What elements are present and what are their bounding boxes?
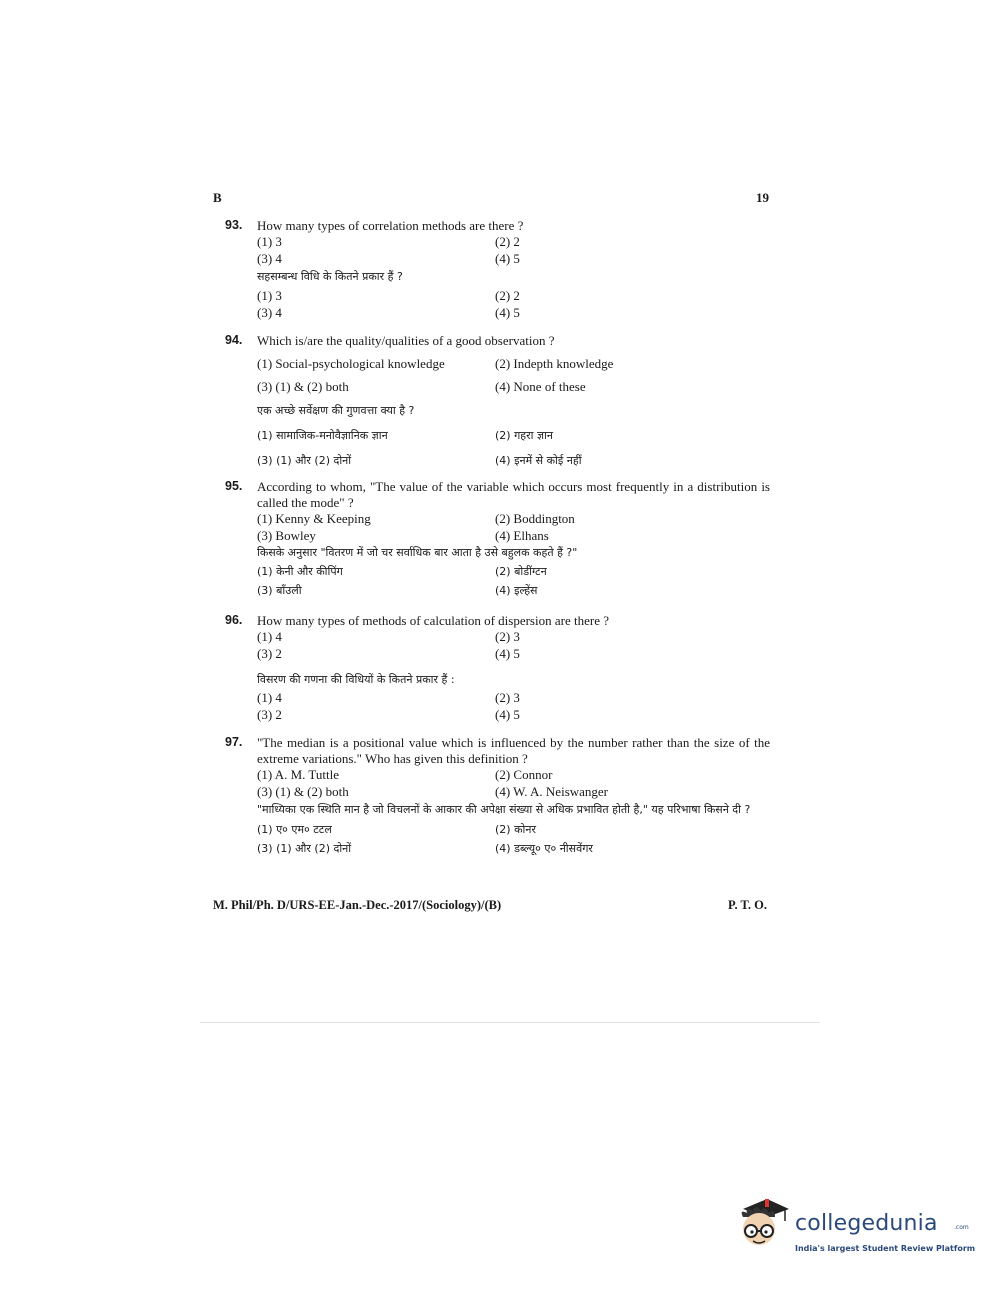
option-en-2: (2) 2 (495, 234, 520, 249)
question-text-hi: एक अच्छे सर्वेक्षण की गुणवत्ता क्या है ? (257, 404, 415, 417)
option-hi-2: (2) 2 (495, 288, 520, 303)
option-hi-2: (2) गहरा ज्ञान (495, 429, 553, 442)
option-en-3: (3) Bowley (257, 528, 316, 543)
option-hi-3: (3) (1) और (2) दोनों (257, 454, 352, 467)
option-en-4: (4) 5 (495, 646, 520, 661)
option-en-2: (2) Indepth knowledge (495, 356, 614, 371)
option-hi-4: (4) 5 (495, 305, 520, 320)
brand-domain-suffix: .com (954, 1224, 969, 1231)
question-93 (225, 218, 770, 322)
question-94 (225, 333, 770, 470)
option-en-3: (3) (1) & (2) both (257, 379, 349, 394)
option-hi-1: (1) सामाजिक-मनोवैज्ञानिक ज्ञान (257, 429, 388, 442)
question-95 (225, 479, 770, 600)
question-number: 95. (225, 479, 243, 493)
option-hi-1: (1) ए० एम० टटल (257, 823, 332, 836)
question-number: 93. (225, 218, 243, 232)
option-en-1: (1) Kenny & Keeping (257, 511, 371, 526)
page-number: 19 (756, 190, 769, 205)
option-en-4: (4) Elhans (495, 528, 549, 543)
brand-name: collegedunia (795, 1211, 938, 1236)
option-hi-3: (3) 2 (257, 707, 282, 722)
question-text-en: Which is/are the quality/qualities of a good observation ? (257, 333, 555, 348)
option-hi-4: (4) 5 (495, 707, 520, 722)
question-text-hi: सहसम्बन्ध विधि के कितने प्रकार हैं ? (257, 270, 403, 283)
option-hi-1: (1) 4 (257, 690, 282, 705)
option-en-3: (3) 2 (257, 646, 282, 661)
pto-label: P. T. O. (728, 898, 768, 912)
option-hi-2: (2) 3 (495, 690, 520, 705)
option-en-4: (4) W. A. Neiswanger (495, 784, 609, 799)
question-96 (225, 613, 770, 724)
series-label: B (213, 190, 222, 205)
question-text-hi: "माध्यिका एक स्थिति मान है जो विचलनों के आकार की अपेक्षा संख्या से अधिक प्रभावित होती है," यह परिभाषा किसने दी ? (257, 803, 751, 816)
question-text-en: According to whom, "The value of the variable which occurs most frequently in a distribution is called the mode" ? (257, 479, 770, 510)
option-hi-4: (4) इल्हेंस (495, 584, 538, 597)
option-en-4: (4) None of these (495, 379, 586, 394)
option-hi-1: (1) 3 (257, 288, 282, 303)
option-en-2: (2) Connor (495, 767, 553, 782)
option-hi-3: (3) बाँउली (257, 584, 302, 597)
option-hi-4: (4) इनमें से कोई नहीं (495, 454, 582, 467)
question-text-en: How many types of methods of calculation of dispersion are there ? (257, 613, 609, 628)
option-en-4: (4) 5 (495, 251, 520, 266)
question-number: 94. (225, 333, 243, 347)
option-hi-2: (2) बोडींग्टन (495, 565, 547, 578)
question-text-en: "The median is a positional value which is influenced by the number rather than the size of the extreme variations." Who has given this definition ? (257, 735, 770, 766)
collegedunia-mascot-icon (735, 1195, 793, 1257)
option-en-1: (1) A. M. Tuttle (257, 767, 339, 782)
option-en-3: (3) 4 (257, 251, 282, 266)
question-text-hi: विसरण की गणना की विधियों के कितने प्रकार हैं : (257, 673, 455, 686)
option-hi-3: (3) (1) और (2) दोनों (257, 842, 352, 855)
option-hi-4: (4) डब्ल्यू० ए० नीसवेंगर (495, 842, 593, 855)
question-number: 97. (225, 735, 243, 749)
question-text-hi: किसके अनुसार "वितरण में जो चर सर्वाधिक बार आता है उसे बहुलक कहते हैं ?" (257, 546, 578, 559)
option-en-1: (1) Social-psychological knowledge (257, 356, 445, 371)
question-text-en: How many types of correlation methods are there ? (257, 218, 524, 233)
question-97 (225, 735, 770, 858)
question-number: 96. (225, 613, 243, 627)
option-hi-3: (3) 4 (257, 305, 282, 320)
option-en-2: (2) 3 (495, 629, 520, 644)
brand-tagline: India's largest Student Review Platform (795, 1244, 976, 1253)
option-hi-1: (1) केनी और कीपिंग (257, 565, 343, 578)
option-hi-2: (2) कोनर (495, 823, 536, 836)
option-en-1: (1) 4 (257, 629, 282, 644)
option-en-3: (3) (1) & (2) both (257, 784, 349, 799)
collegedunia-watermark (735, 1195, 976, 1265)
exam-code: M. Phil/Ph. D/URS-EE-Jan.-Dec.-2017/(Sociology)/(B) (213, 898, 502, 912)
option-en-1: (1) 3 (257, 234, 282, 249)
divider-line (200, 1022, 820, 1023)
option-en-2: (2) Boddington (495, 511, 575, 526)
